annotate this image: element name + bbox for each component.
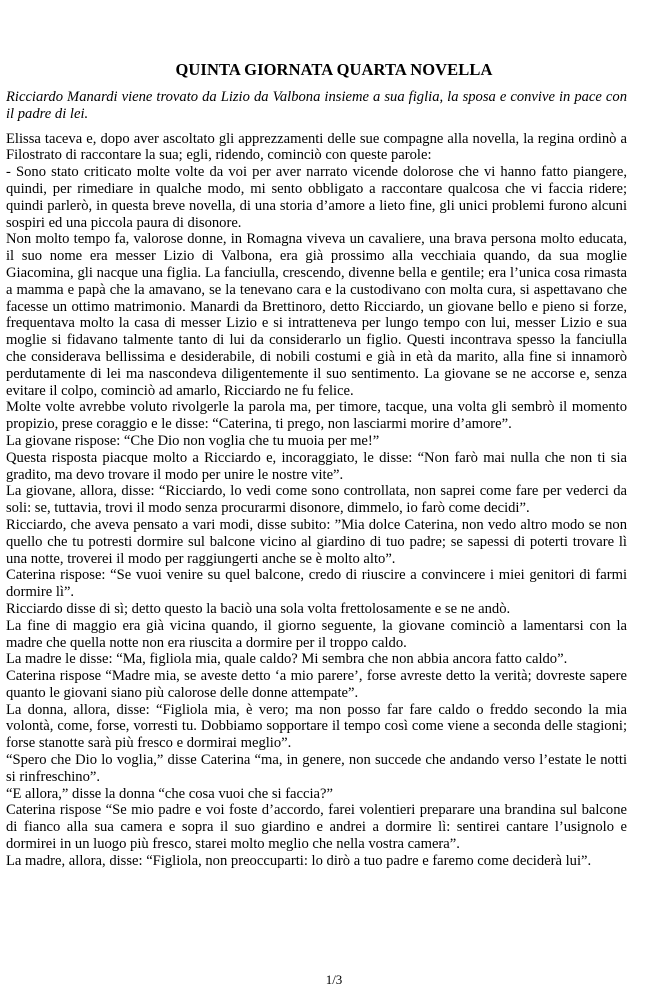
paragraph: “E allora,” disse la donna “che cosa vuoi che si faccia?”: [6, 785, 333, 802]
paragraph: La giovane, allora, disse: “Ricciardo, lo vedi come sono controllata, non saprei come fare per vederci da soli: se, tuttavia, trovi il modo senza procurarmi disonore, dimmelo, io farò come decidi”.: [6, 483, 627, 517]
page-title: QUINTA GIORNATA QUARTA NOVELLA: [175, 60, 493, 79]
paragraph: La giovane rispose: “Che Dio non voglia che tu muoia per me!”: [6, 432, 380, 449]
paragraph: La madre, allora, disse: “Figliola, non preoccuparti: lo dirò a tuo padre e faremo come deciderà lui”.: [6, 852, 592, 869]
document-body: [6, 89, 627, 870]
paragraph: Questa risposta piacque molto a Ricciardo e, incoraggiato, le disse: “Non farò mai nulla che non ti sia gradito, ma devo trovare il modo per unire le nostre vite”.: [6, 449, 627, 483]
page-number: 1/3: [325, 972, 343, 987]
paragraph: Elissa taceva e, dopo aver ascoltato gli apprezzamenti delle sue compagne alla novella, la regina ordinò a Filostrato di raccontare la sua; egli, ridendo, cominciò con queste parole:: [6, 130, 627, 164]
paragraph: La madre le disse: “Ma, figliola mia, quale caldo? Mi sembra che non abbia ancora fatto caldo”.: [6, 651, 568, 668]
novella-abstract: Ricciardo Manardi viene trovato da Lizio da Valbona insieme a sua figlia, la sposa e convive in pace con il padre di lei.: [6, 89, 627, 122]
paragraph: Caterina rispose: “Se vuoi venire su quel balcone, credo di riuscire a convincere i miei genitori di farmi dormire lì”.: [6, 567, 627, 601]
paragraph: La fine di maggio era già vicina quando, il giorno seguente, la giovane cominciò a lamentarsi con la madre che quella notte non era riuscita a dormire per il troppo caldo.: [6, 617, 627, 651]
paragraph: Ricciardo, che aveva pensato a vari modi, disse subito: ”Mia dolce Caterina, non vedo altro modo se non quello che tu potresti dormire sul balcone vicino al giardino di tuo padre; se sapessi di poterti trovare lì una notte, troverei il modo per raggiungerti anche se è molto alto”.: [6, 516, 627, 567]
paragraph: Ricciardo disse di sì; detto questo la baciò una sola volta frettolosamente e se ne andò.: [6, 600, 511, 617]
paragraph: - Sono stato criticato molte volte da voi per aver narrato vicende dolorose che vi hanno fatto piangere, quindi, per rimediare in qualche modo, mi sento obbligato a raccontare qualcosa che vi faccia ridere; quindi parlerò, in questa breve novella, di una storia d’amore a lieto fine, gli unici problemi furono alcuni sospiri ed una piccola paura di disonore.: [6, 164, 627, 231]
paragraph: Caterina rispose “Se mio padre e voi foste d’accordo, farei volentieri preparare una brandina sul balcone di fianco alla sua camera e sopra il suo giardino e andrei a dormire lì: sentirei cantare l’usignolo e dormirei in un luogo più fresco, starei molto meglio che nella vostra camera”.: [6, 802, 627, 853]
paragraph: La donna, allora, disse: “Figliola mia, è vero; ma non posso far fare caldo o freddo secondo la mia volontà, come, forse, vorresti tu. Dobbiamo sopportare il tempo così come viene a seconda delle stagioni; forse stanotte sarà più fresco e dormirai meglio”.: [6, 701, 627, 752]
paragraph: “Spero che Dio lo voglia,” disse Caterina “ma, in genere, non succede che andando verso l’estate le notti si rinfreschino”.: [6, 752, 627, 785]
paragraph: Caterina rispose “Madre mia, se aveste detto ‘a mio parere’, forse avreste detto la verità; dovreste sapere quanto le giovani siano più calorose delle donne attempate”.: [6, 668, 627, 701]
paragraph: Molte volte avrebbe voluto rivolgerle la parola ma, per timore, tacque, una volta gli sembrò il momento propizio, prese coraggio e le disse: “Caterina, ti prego, non lasciarmi morire d’amore”.: [6, 399, 627, 433]
paragraph: Non molto tempo fa, valorose donne, in Romagna viveva un cavaliere, una brava persona molto educata, il suo nome era messer Lizio di Valbona, era già prossimo alla vecchiaia quando, da sua moglie Giacomina, gli nacque una figlia. La fanciulla, crescendo, divenne bella e gentile; era l’unica cosa rimasta a mamma e papà che la amavano, se la tenevano cara e la custodivano con molta cura, si aspettavano che facesse un ottimo matrimonio. Manardi da Brettinoro, detto Ricciardo, un giovane bello e pieno si forze, frequentava molto la casa di messer Lizio e si intratteneva per lungo tempo con lui, messer Lizio e sua moglie si fidavano talmente tanto di lui da considerarlo un figlio. Questi incontrava spesso la fanciulla che considerava bellissima e desiderabile, di nobili costumi e già in età da marito, alla fine si innamorò perdutamente di lei ma nascondeva diligentemente il suo sentimento. La giovane se ne accorse e, senza evitare il colpo, cominciò ad amarlo, Ricciardo ne fu felice.: [6, 231, 627, 399]
